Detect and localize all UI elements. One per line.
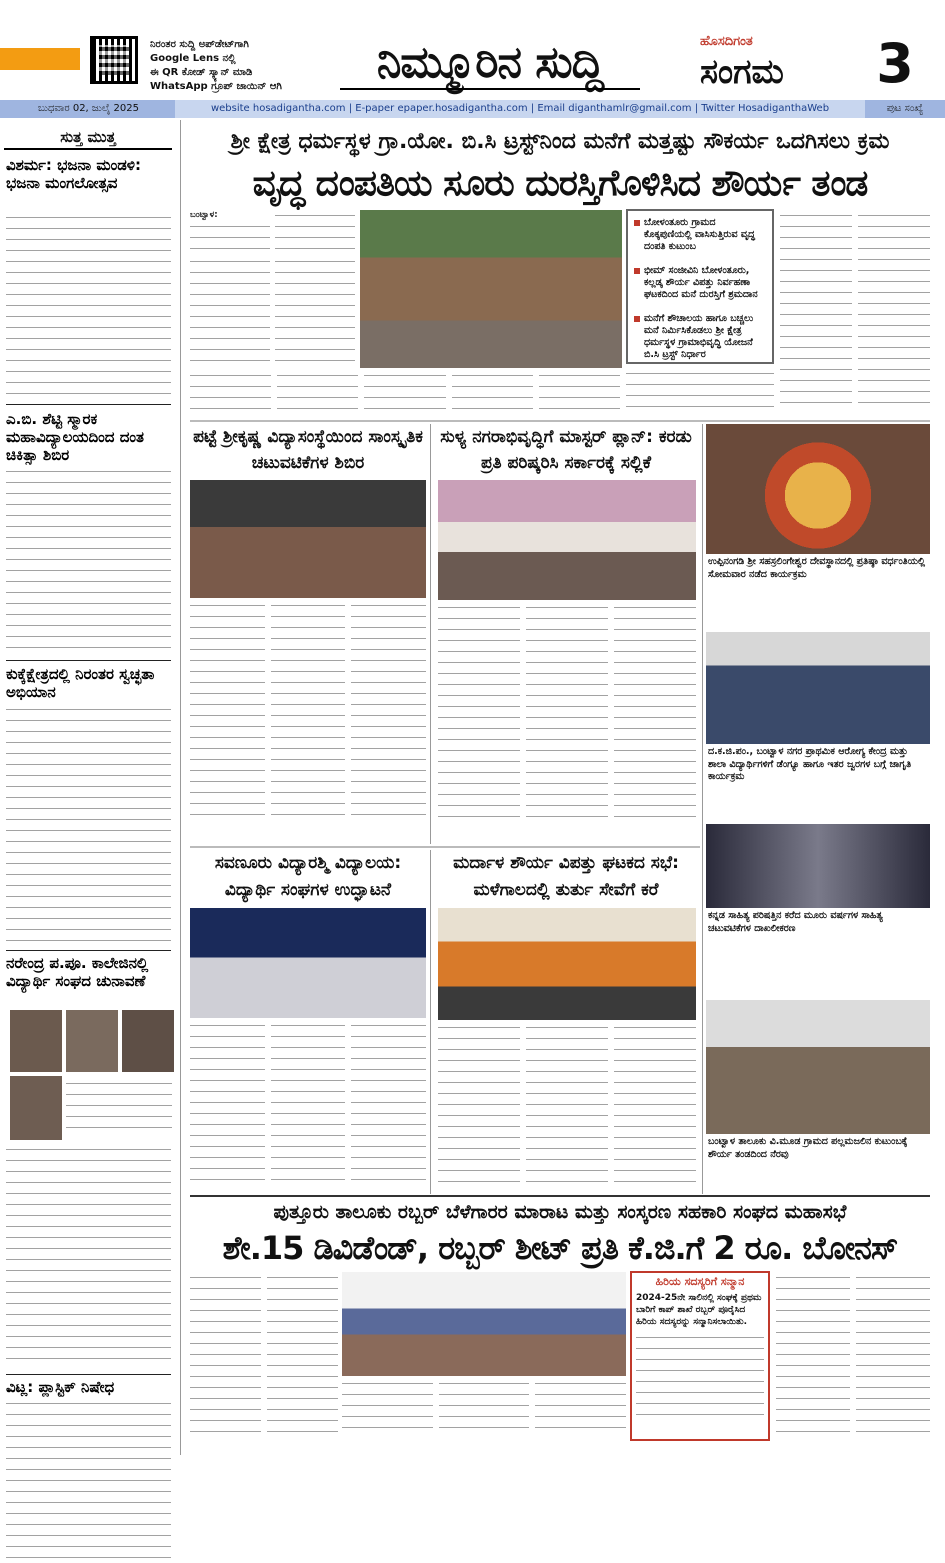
honour-box [630,1271,770,1441]
story-body [6,1398,171,1563]
divider [190,846,700,848]
divider [6,1374,171,1375]
temple-photo [706,424,930,554]
page-number: 3 [876,32,914,95]
story-body [342,1378,626,1444]
divider [6,404,171,405]
photo-caption: ಕನ್ನಡ ಸಾಹಿತ್ಯ ಪರಿಷತ್ತಿನ ಕರೆದ ಮೂರು ವರ್ಷಗಳ ಸಾಹಿತ್ಯ ಚಟುವಟಿಕೆಗಳ ದಾಖಲೀಕರಣ [708,910,883,934]
lead-body [190,370,620,416]
divider [6,660,171,661]
qr-line: ಈ QR ಕೋಡ್ ಸ್ಕ್ಯಾನ್ ಮಾಡಿ [150,67,253,78]
award-photo [706,824,930,908]
qr-instructions [150,38,300,94]
story-headline: ವಿಟ್ಲ: ಪ್ಲಾಸ್ಟಿಕ್ ನಿಷೇಧ [6,1378,115,1396]
story-photo [438,480,696,600]
column-divider [430,850,431,1194]
supplement-name: ಸಂಗಮ [700,52,784,92]
lead-body [275,210,355,256]
column-divider [430,424,431,844]
photo-caption: ಉಪ್ಪಿನಂಗಡಿ ಶ್ರೀ ಸಹಸ್ರಲಿಂಗೇಶ್ವರ ದೇವಸ್ಥಾನದಲ್ಲಿ ಪ್ರತಿಷ್ಠಾ ವರ್ಧಂತಿಯಲ್ಲಿ ಸೋಮವಾರ ನಡೆದ ಕಾರ್ಯಕ್ರಮ [708,556,926,580]
meeting-photo [342,1272,626,1376]
lead-kicker: ಶ್ರೀ ಕ್ಷೇತ್ರ ಧರ್ಮಸ್ಥಳ ಗ್ರಾ.ಯೋ. ಬಿ.ಸಿ ಟ್ರಸ್ಟ್‌ನಿಂದ ಮನೆಗೆ ಮತ್ತಷ್ಟು ಸೌಕರ್ಯ ಒದಗಿಸಲು ಕ್ರಮ [230,129,890,154]
masthead-accent [0,48,80,70]
highlight-item: ಭೀಮ್ ಸಂಜೀವಿನಿ ಬೋಳಂತೂರು, ಕಲ್ಲಡ್ಕ ಶೌರ್ಯ ವಿಪತ್ತು ನಿರ್ವಹಣಾ ಘಟಕದಿಂದ ಮನೆ ದುರಸ್ತಿಗೆ ಶ್ರಮದಾನ [634,265,766,301]
story-headline: ಮರ್ದಾಳ ಶೌರ್ಯ ವಿಪತ್ತು ಘಟಕದ ಸಭೆ: ಮಳೆಗಾಲದಲ್ಲಿ ತುರ್ತು ಸೇವೆಗೆ ಕರೆ [453,853,679,900]
lead-body [780,210,852,416]
column-divider [702,424,703,1194]
column-divider [180,120,181,1455]
qr-line: ನಿರಂತರ ಸುದ್ದಿ ಅಪ್‌ಡೇಟ್‌ಗಾಗಿ [150,39,249,50]
box-text: 2024-25ನೇ ಸಾಲಿನಲ್ಲಿ ಸಂಘಕ್ಕೆ ಪ್ರಥಮ ಬಾರಿಗೆ ಕಾಪ್ ಶಾಖೆ ರಬ್ಬರ್ ಪೂರೈಸಿದ ಹಿರಿಯ ಸದಸ್ಯರನ್ನು ಸನ್ಮಾನಿಸಲಾಯಿತು. [636,1293,762,1327]
highlight-item: ಮನೆಗೆ ಶೌಚಾಲಯ ಹಾಗೂ ಬಚ್ಚಲು ಮನೆ ನಿರ್ಮಿಸಿಕೊಡಲು ಶ್ರೀ ಕ್ಷೇತ್ರ ಧರ್ಮಸ್ಥಳ ಗ್ರಾಮಾಭಿವೃದ್ಧಿ ಯೋಜನೆ ಬಿ.ಸಿ ಟ್ರಸ್ಟ್ ನಿರ್ಧಾರ [634,313,766,361]
story-photo [438,908,696,1020]
story-headline: ನರೇಂದ್ರ ಪ.ಪೂ. ಕಾಲೇಜಿನಲ್ಲಿ ವಿದ್ಯಾರ್ಥಿ ಸಂಘದ ಚುನಾವಣೆ [6,954,149,990]
student-photo [66,1010,118,1072]
left-column [0,120,177,1459]
box-body [636,1332,764,1424]
story-body [190,1272,338,1444]
lead-body [190,210,270,256]
school-photo [706,632,930,744]
lead-body [626,368,774,418]
story-body [776,1272,930,1444]
page-title: ನಿಮ್ಮೂರಿನ ಸುದ್ದಿ [340,36,640,90]
page-label: ಪುಟ ಸಂಖ್ಯೆ [865,100,945,118]
student-photo [10,1076,62,1140]
story-photo [190,908,426,1018]
lead-highlights [626,209,774,364]
bottom-headline: ಶೇ.15 ಡಿವಿಡೆಂಡ್, ರಬ್ಬರ್ ಶೀಟ್ ಪ್ರತಿ ಕೆ.ಜಿ.ಗೆ 2 ರೂ. ಬೋನಸ್ [222,1229,898,1267]
story-body [6,1144,171,1374]
story-body [190,600,426,840]
story-headline: ಕುಕ್ಕೆಕ್ಷೇತ್ರದಲ್ಲಿ ನಿರಂತರ ಸ್ವಚ್ಛತಾ ಅಭಿಯಾನ [6,665,155,701]
contact-links[interactable]: website hosadigantha.com | E-paper epaper.hosadigantha.com | Email diganthamlr@gmail.com | Twitter HosadiganthaWeb [210,103,830,114]
community-photo [706,1000,930,1134]
divider [190,420,930,422]
divider [6,950,171,951]
lead-headline: ವೃದ್ಧ ದಂಪತಿಯ ಸೂರು ದುರಸ್ತಿಗೊಳಿಸಿದ ಶೌರ್ಯ ತಂಡ [252,163,868,204]
story-headline: ಪಟ್ಟೆ ಶ್ರೀಕೃಷ್ಣ ವಿದ್ಯಾಸಂಸ್ಥೆಯಿಂದ ಸಾಂಸ್ಕೃತಿಕ ಚಟುವಟಿಕೆಗಳ ಶಿಬಿರ [193,427,423,473]
photo-caption: ಬಂಟ್ವಾಳ ತಾಲೂಕು ವಿ.ಮೂಡ ಗ್ರಾಮದ ಪಲ್ಲಮಜಲಿನ ಕುಟುಂಬಕ್ಕೆ ಶೌರ್ಯ ತಂಡದಿಂದ ನೆರವು [708,1136,908,1160]
dateline: ಬಂಟ್ವಾಳ: [190,210,218,220]
masthead [0,0,945,100]
qr-line: Google Lens ನಲ್ಲಿ [150,53,236,64]
brand-name: ಹೊಸದಿಗಂತ [700,34,753,49]
qr-code-icon[interactable] [90,36,138,84]
bottom-kicker: ಪುತ್ತೂರು ತಾಲೂಕು ರಬ್ಬರ್ ಬೆಳೆಗಾರರ ಮಾರಾಟ ಮತ್ತು ಸಂಸ್ಕರಣ ಸಹಕಾರಿ ಸಂಘದ ಮಹಾಸಭೆ [273,1201,847,1223]
photo-caption: ದ.ಕ.ಜಿ.ಪಂ., ಬಂಟ್ವಾಳ ನಗರ ಪ್ರಾಥಮಿಕ ಆರೋಗ್ಯ ಕೇಂದ್ರ ಮತ್ತು ಶಾಲಾ ವಿದ್ಯಾರ್ಥಿಗಳಿಗೆ ಡೆಂಗ್ಯೂ ಹಾಗೂ ಇತರ ಜ್ವರಗಳ ಬಗ್ಗೆ ಜಾಗೃತಿ ಕಾರ್ಯಕ್ರಮ [708,746,912,782]
story-body [66,1078,172,1140]
section-label: ಸುತ್ತ ಮುತ್ತ [4,124,172,150]
info-bar [0,100,945,118]
story-body [438,1022,696,1192]
story-body [6,704,171,948]
story-body [6,212,171,400]
story-body [6,466,171,654]
story-headline: ಸುಳ್ಯ ನಗರಾಭಿವೃದ್ಧಿಗೆ ಮಾಸ್ಟರ್ ಪ್ಲಾನ್: ಕರಡು ಪ್ರತಿ ಪರಿಷ್ಕರಿಸಿ ಸರ್ಕಾರಕ್ಕೆ ಸಲ್ಲಿಕೆ [440,427,692,473]
qr-line: WhatsApp ಗ್ರೂಪ್ ಜಾಯಿನ್ ಆಗಿ [150,81,282,92]
student-photo [122,1010,174,1072]
story-headline: ಎ.ಬಿ. ಶೆಟ್ಟಿ ಸ್ಮಾರಕ ಮಹಾವಿದ್ಯಾಲಯದಿಂದ ದಂತ ಚಿಕಿತ್ಸಾ ಶಿಬಿರ [6,410,145,464]
lead-body [275,256,355,366]
highlight-item: ಬೋಳಂತೂರು ಗ್ರಾಮದ ಕೊಕ್ಕಪುಣಿಯಲ್ಲಿ ವಾಸಿಸುತ್ತಿರುವ ವೃದ್ಧ ದಂಪತಿ ಕುಟುಂಬ [634,217,766,253]
box-title: ಹಿರಿಯ ಸದಸ್ಯರಿಗೆ ಸನ್ಮಾನ [655,1275,745,1288]
story-headline: ವಿಶರ್ಮ: ಭಜನಾ ಮಂಡಳಿ: ಭಜನಾ ಮಂಗಲೋತ್ಸವ [6,156,141,192]
lead-body [858,210,930,416]
issue-date: ಬುಧವಾರ 02, ಜುಲೈ 2025 [0,100,175,118]
story-body [190,1020,426,1192]
story-body [438,602,696,840]
student-photo [10,1010,62,1072]
lead-body [190,256,270,366]
story-photo [190,480,426,598]
story-headline: ಸವಣೂರು ವಿದ್ಯಾರಶ್ಮಿ ವಿದ್ಯಾಲಯ: ವಿದ್ಯಾರ್ಥಿ ಸಂಘಗಳ ಉದ್ಘಾಟನೆ [214,853,402,900]
lead-photo [360,210,622,368]
